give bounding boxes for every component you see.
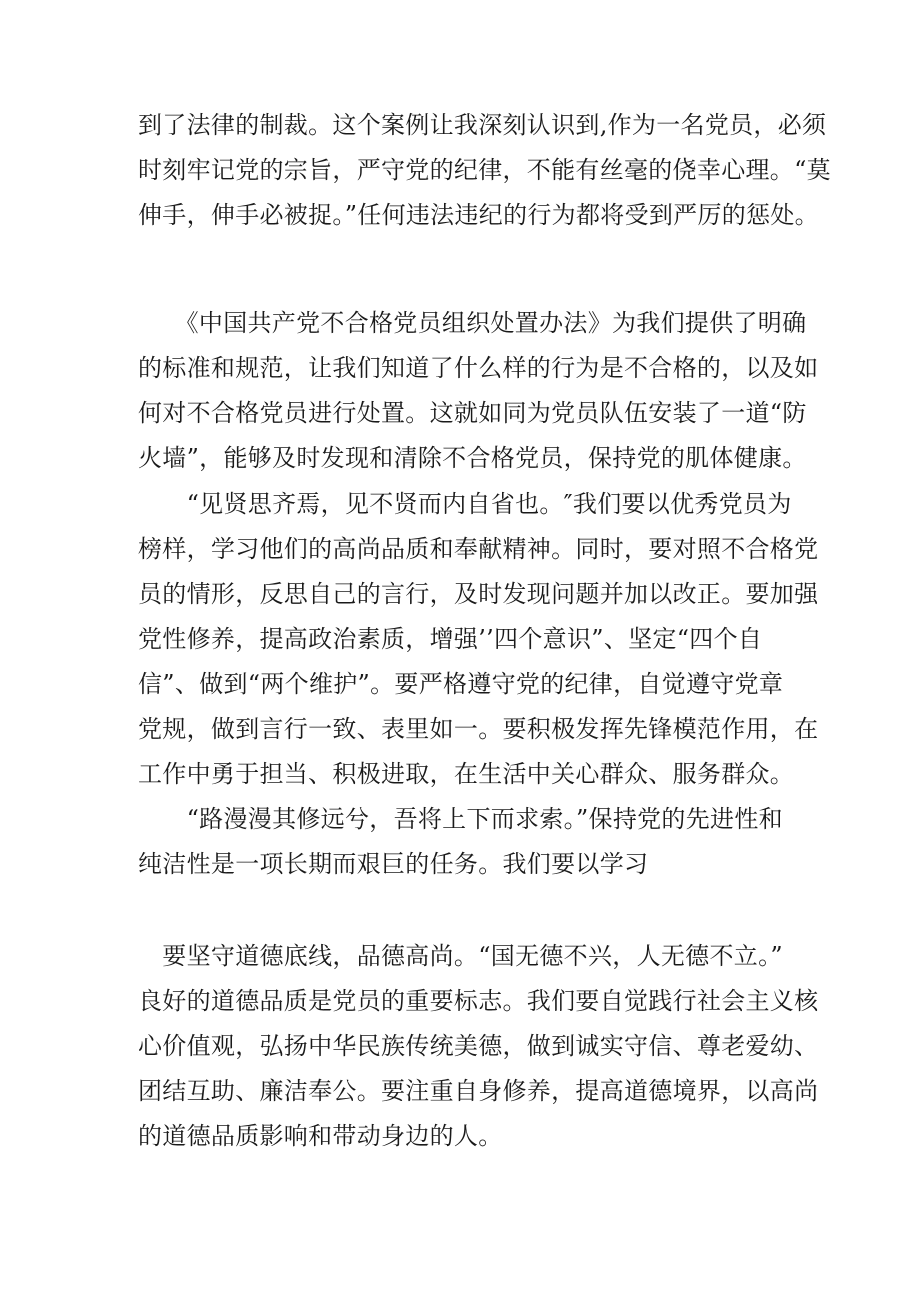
- text-line: 的标准和规范，让我们知道了什么样的行为是不合格的，以及如: [138, 354, 819, 382]
- text-line: 党性修养，提高政治素质，增强’’四个意识”、坚定“四个自: [138, 625, 763, 653]
- paragraph-4: [138, 797, 803, 887]
- text-line: 榜样，学习他们的高尚品质和奉献精神。同时，要对照不合格党: [138, 535, 819, 563]
- text-line: 何对不合格党员进行处置。这就如同为党员队伍安装了一道“防: [138, 399, 807, 427]
- paragraph-3: [138, 482, 819, 797]
- text-line: “见贤思齐焉，见不贤而内自省也。″我们要以优秀党员为: [138, 490, 792, 518]
- paragraph-1: [138, 103, 831, 238]
- text-line: 纯洁性是一项长期而艰巨的任务。我们要以学习: [138, 850, 649, 878]
- text-line: 员的情形，反思自己的言行，及时发现问题并加以改正。要加强: [138, 580, 819, 608]
- text-line: 团结互助、廉洁奉公。要注重自身修养，提高道德境界，以高尚: [138, 1077, 819, 1105]
- text-line: 工作中勇于担当、积极进取，在生活中关心群众、服务群众。: [138, 760, 795, 788]
- text-line: “路漫漫其修远兮，吾将上下而求索。”保持党的先进性和: [138, 805, 783, 833]
- text-line: 时刻牢记党的宗旨，严守党的纪律，不能有丝毫的侥幸心理。“莫: [138, 156, 831, 184]
- text-line: 党规，做到言行一致、表里如一。要积极发挥先锋模范作用，在: [138, 715, 819, 743]
- text-line: 良好的道德品质是党员的重要标志。我们要自觉践行社会主义核: [138, 987, 819, 1015]
- text-line: 到了法律的制裁。这个案例让我深刻认识到,作为一名党员，必须: [138, 111, 827, 139]
- text-line: 的道德品质影响和带动身边的人。: [138, 1122, 503, 1150]
- paragraph-5: [138, 934, 819, 1159]
- text-line: 心价值观，弘扬中华民族传统美德，做到诚实守信、尊老爱幼、: [138, 1032, 819, 1060]
- text-line: 要坚守道德底线，品德高尚。“国无德不兴，人无德不立。”: [138, 942, 783, 970]
- text-line: 伸手，伸手必被捉。”任何违法违纪的行为都将受到严厉的惩处。: [138, 201, 819, 229]
- text-line: 《中国共产党不合格党员组织处置办法》为我们提供了明确: [138, 309, 807, 337]
- text-line: 信”、做到“两个维护”。要严格遵守党的纪律，自觉遵守党章: [138, 670, 784, 698]
- text-line: 火墙”，能够及时发现和清除不合格党员，保持党的肌体健康。: [138, 444, 807, 472]
- paragraph-2: [138, 301, 819, 481]
